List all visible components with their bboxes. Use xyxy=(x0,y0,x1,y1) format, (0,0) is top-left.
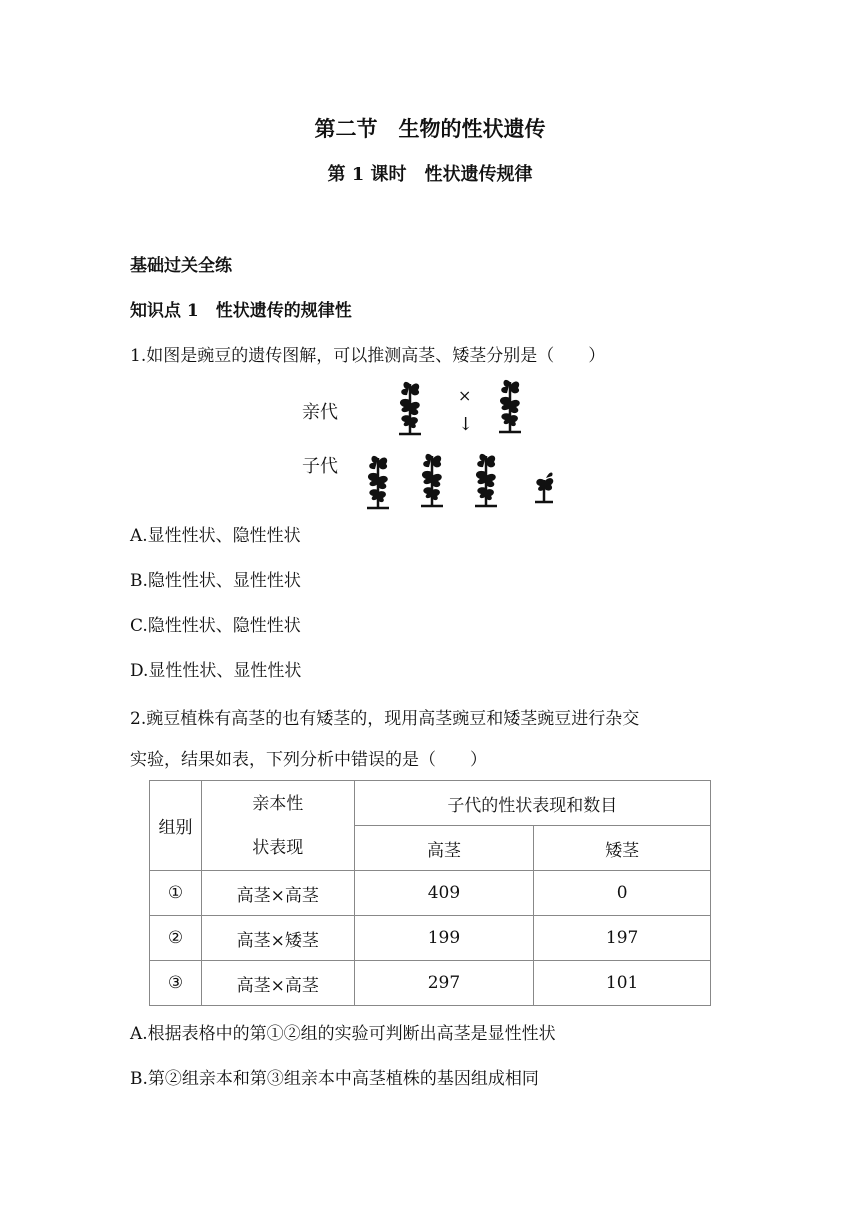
section-heading: 基础过关全练 xyxy=(130,256,232,276)
offspring-plant-1 xyxy=(367,456,389,508)
pea-plants-drawing xyxy=(300,372,570,512)
row-parents: 高茎×高茎 xyxy=(201,961,354,1006)
offspring-generation-label: 子代 xyxy=(302,456,338,477)
parent-generation-label: 亲代 xyxy=(302,402,338,423)
header-parent-line-2: 状表现 xyxy=(252,837,304,858)
parent-plant-left xyxy=(399,382,421,434)
cross-results-table xyxy=(149,780,711,1006)
row-group: ③ xyxy=(150,961,202,1006)
header-tall: 高茎 xyxy=(354,826,534,871)
row-parents: 高茎×高茎 xyxy=(201,871,354,916)
offspring-plant-short xyxy=(535,473,553,503)
row-short-count: 101 xyxy=(534,961,711,1006)
row-tall-count: 297 xyxy=(354,961,534,1006)
q2-option-b: B.第②组亲本和第③组亲本中高茎植株的基因组成相同 xyxy=(130,1069,539,1089)
header-parent-line-1: 亲本性 xyxy=(252,793,304,814)
parent-plant-right xyxy=(499,380,521,432)
row-tall-count: 409 xyxy=(354,871,534,916)
question-2-stem-line-2: 实验，结果如表，下列分析中错误的是（ ） xyxy=(130,750,487,770)
q1-option-a: A.显性性状、隐性性状 xyxy=(130,526,301,546)
row-short-count: 0 xyxy=(534,871,711,916)
table-row xyxy=(150,916,711,961)
question-2-stem-line-1: 2.豌豆植株有高茎的也有矮茎的，现用高茎豌豆和矮茎豌豆进行杂交 xyxy=(130,709,640,729)
header-group: 组别 xyxy=(150,781,202,871)
knowledge-point-heading: 知识点 1 性状遗传的规律性 xyxy=(130,301,352,321)
pea-inheritance-diagram xyxy=(300,372,570,512)
cross-symbol: × xyxy=(458,386,472,405)
header-parent-traits xyxy=(201,781,354,871)
lesson-title: 第二节 生物的性状遗传 xyxy=(314,116,546,141)
arrow-down-icon: ↓ xyxy=(458,414,474,435)
row-short-count: 197 xyxy=(534,916,711,961)
offspring-plant-2 xyxy=(421,454,443,506)
question-1-stem: 1.如图是豌豆的遗传图解，可以推测高茎、矮茎分别是（ ） xyxy=(130,346,606,366)
offspring-plant-3 xyxy=(475,454,497,506)
q1-option-c: C.隐性性状、隐性性状 xyxy=(130,616,301,636)
header-offspring: 子代的性状表现和数目 xyxy=(354,781,710,826)
header-short: 矮茎 xyxy=(534,826,711,871)
q2-option-a: A.根据表格中的第①②组的实验可判断出高茎是显性性状 xyxy=(130,1024,556,1044)
row-tall-count: 199 xyxy=(354,916,534,961)
row-parents: 高茎×矮茎 xyxy=(201,916,354,961)
lesson-subtitle: 第 1 课时 性状遗传规律 xyxy=(327,164,533,185)
table-row xyxy=(150,961,711,1006)
table-row xyxy=(150,871,711,916)
q1-option-d: D.显性性状、显性性状 xyxy=(130,661,302,681)
q1-option-b: B.隐性性状、显性性状 xyxy=(130,571,301,591)
row-group: ② xyxy=(150,916,202,961)
row-group: ① xyxy=(150,871,202,916)
